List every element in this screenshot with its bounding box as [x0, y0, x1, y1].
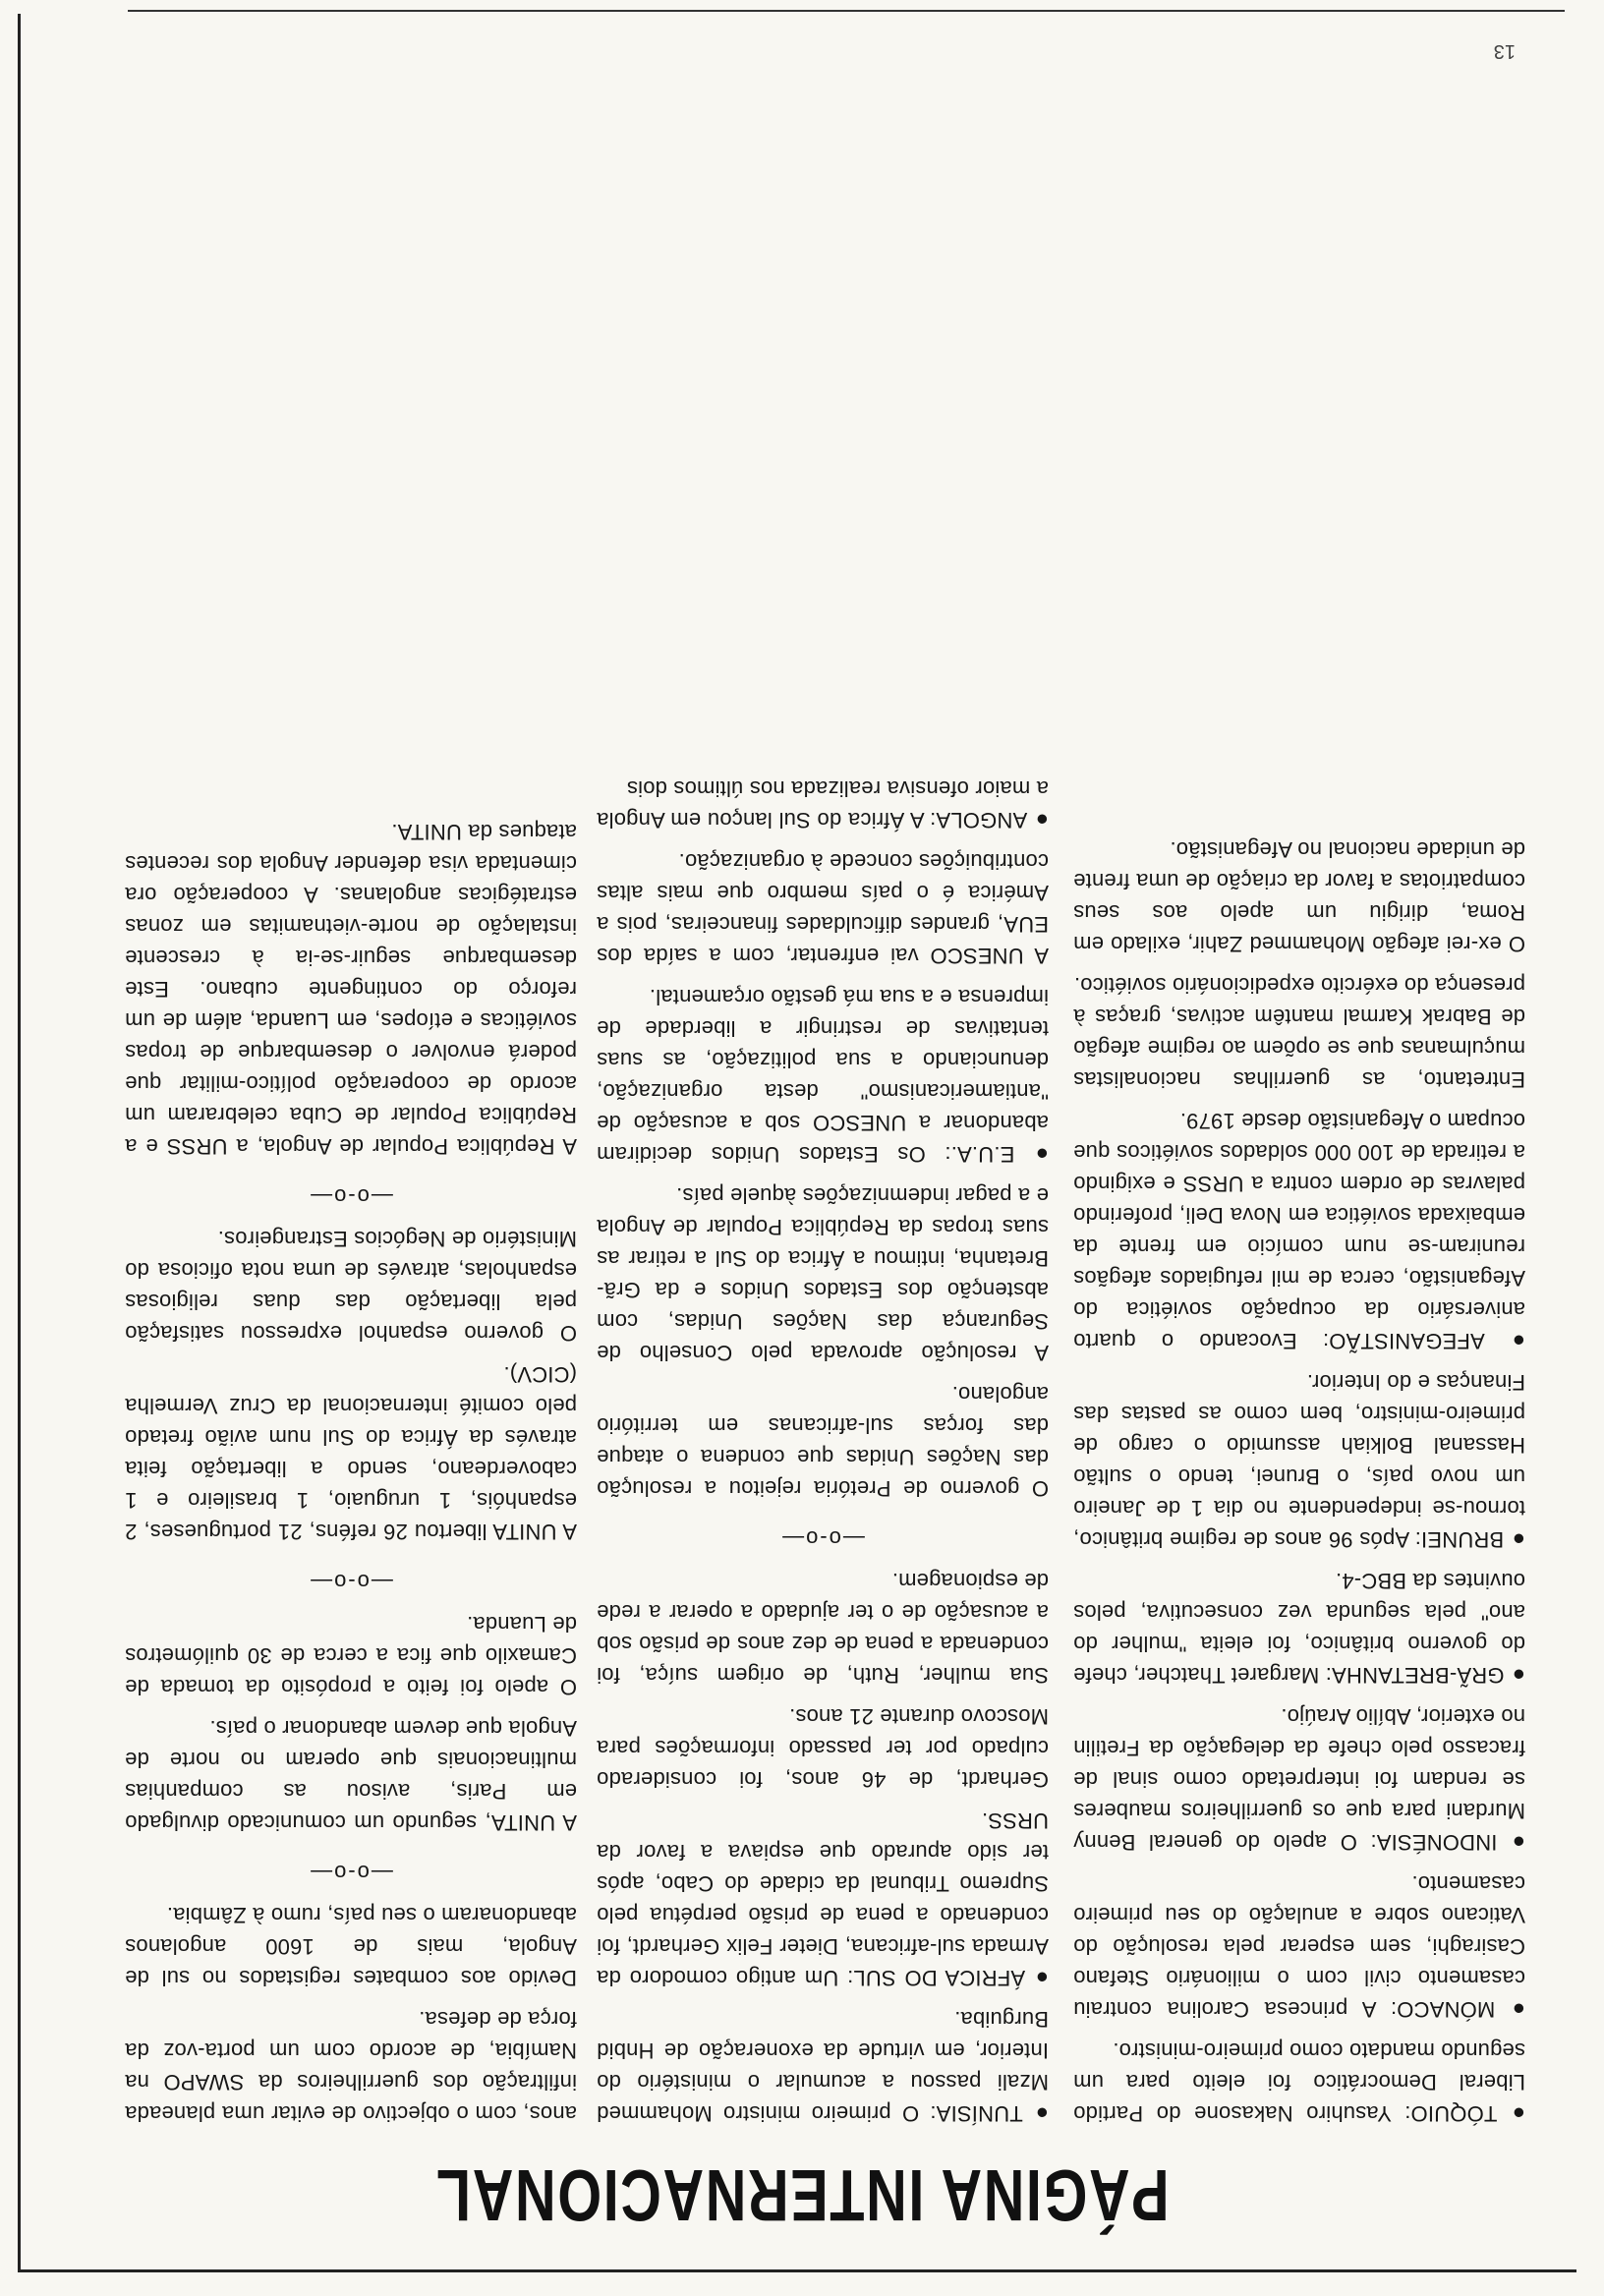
page-title: PÁGINA INTERNACIONAL — [434, 2154, 1170, 2236]
article-angola: ●ANGOLA: A África do Sul lançou em Angola a maior ofensiva realizada nos últimos dois — [597, 776, 1049, 832]
section-separator: —o-o— — [309, 1570, 393, 1594]
article-paragraph: A UNITA libertou 26 reféns, 21 portugueses, 2 espanhóis, 1 uruguaio, 1 brasileiro e 1 caboverdeano, sendo a libertação feita através da África do Sul num avião fretado pelo comité internacional da Cruz Vermelha (CICV). — [125, 1362, 577, 1544]
bullet-icon: ● — [1512, 1527, 1525, 1552]
article-tunisia: ●TUNÍSIA: O primeiro ministro Mohammed Mzali passou a acumular o ministério do Interior, em virtude da exoneração de Hnbid Burguiba. — [597, 2007, 1049, 2126]
section-separator: —o-o— — [780, 1526, 865, 1551]
bullet-icon: ● — [1035, 808, 1049, 832]
column-2 — [597, 104, 1049, 2129]
bullet-icon: ● — [1033, 1966, 1049, 1990]
article-paragraph: O governo de Pretória rejeitou a resolução das Nações Unidas que condena o ataque das forças sul-africanas em território angolano. — [597, 1382, 1049, 1501]
article-paragraph: O ex-rei afegão Mohammed Zahir, exilado em Roma, dirigiu um apelo aos seus compatriotas a favor da criação de uma frente de unidade nacional no Afeganistão. — [1073, 837, 1525, 956]
article-gra-bretanha: ●GRÃ-BRETANHA: Margaret Thatcher, chefe do governo britânico, foi eleita "mulher do ano" pela segunda vez consecutiva, pelos ouvintes da BBC-4. — [1073, 1569, 1525, 1688]
article-paragraph: A República Popular de Angola, a URSS e a República Popular de Cuba celebraram um acordo de cooperação político-militar que poderá envolver o desembarque de tropas soviéticas e etíopes, em Luanda, além de um reforço do contingente cubano. Este desembarque seguir-se-ia à crescente instalação de norte-vietnamitas em zonas estratégicas angolanas. A cooperação ora cimentada visa defender Angola dos recentes ataques da UNITA. — [125, 820, 577, 1159]
article-paragraph: anos, com o objectivo de evitar uma planeada infiltração dos guerrilheiros da SWAPO na Namíbia, de acordo com um porta-voz da força de defesa. — [125, 2007, 577, 2126]
section-separator: —o-o— — [309, 1184, 393, 1209]
article-paragraph: A resolução aprovada pelo Conselho de Segurança das Nações Unidas, com abstenção dos Estados Unidos e da Grã-Bretanha, intimou a África do Sul a retirar as suas tropas da República Popular de Angola e a pagar indemnizações àquele país. — [597, 1183, 1049, 1365]
bullet-icon: ● — [1030, 2101, 1049, 2126]
article-paragraph: Gerhardt, de 46 anos, foi considerado culpado por ter passado informações para Moscovo durante 21 anos. — [597, 1704, 1049, 1792]
bullet-icon: ● — [1503, 1997, 1525, 2022]
column-3 — [125, 104, 577, 2129]
bullet-icon: ● — [1505, 2101, 1525, 2126]
bullet-icon: ● — [1505, 1830, 1525, 1855]
article-afeganistao: ●AFEGANISTÃO: Evocando o quarto aniversário da ocupação soviética do Afeganistão, cerca de mil refugiados afegãos reuniram-se num comício em frente da embaixada soviética em Nova Deli, proferindo palavras de ordem contra a URSS e exigindo a retirada de 100 000 soldados soviéticos que ocupam o Afeganistão desde 1979. — [1073, 1109, 1525, 1353]
article-monaco: ●MÓNACO: A princesa Carolina contraiu casamento civil com o milionário Stefano Casiraghi, sem esperar pela resolução do Vaticano sobre a anulação do seu primeiro casamento. — [1073, 1871, 1525, 2022]
article-eua: ●E.U.A.: Os Estados Unidos decidiram abandonar a UNESCO sob a acusação de "antiamericanismo" desta organização, denunciando a sua politização, as suas tentativas de restringir a liberdade de imprensa e a sua má gestão orçamental. — [597, 985, 1049, 1167]
article-paragraph: Entretanto, as guerrilhas nacionalistas muçulmanas que se opõem ao regime afegão de Babrak Karmal mantêm activas, graças à presença do exército expedicionário soviético. — [1073, 973, 1525, 1092]
article-paragraph: A UNITA, segundo um comunicado divulgado em Paris, avisou as companhias multinacionais que operam no norte de Angola que devem abandonar o país. — [125, 1716, 577, 1835]
article-columns — [90, 104, 1545, 2129]
column-1 — [1073, 104, 1525, 2129]
bullet-icon: ● — [1512, 1663, 1525, 1688]
page-number: 13 — [1493, 40, 1516, 62]
article-paragraph: Sua mulher, Ruth, de origem suíça, foi condenada a pena de dez anos de prisão sob a acusação de o ter ajudado a operar a rede de espionagem. — [597, 1569, 1049, 1688]
bullet-icon: ● — [1022, 1142, 1049, 1167]
bullet-icon: ● — [1492, 1329, 1525, 1353]
top-border-rule — [18, 2269, 1576, 2272]
article-indonesia: ●INDONÉSIA: O apelo do general Benny Murdani para que os guerrilheiros mauberes se rendam foi interpretado como sinal de fracasso pelo chefe da delegação da Fretilin no exterior, Abílio Araújo. — [1073, 1704, 1525, 1855]
section-separator: —o-o— — [309, 1861, 393, 1885]
article-paragraph: Devido aos combates registados no sul de Angola, mais de 1600 angolanos abandonaram o seu país, rumo à Zâmbia. — [125, 1903, 577, 1990]
article-paragraph: A UNESCO vai enfrentar, com a saída dos EUA, grandes dificuldades financeiras, pois a América é o país membro que mais altas contribuições concede à organização. — [597, 849, 1049, 968]
article-brunei: ●BRUNEI: Após 96 anos de regime britânico, tornou-se independente no dia 1 de Janeiro um novo país, o Brunei, tendo o sultão Hassanal Bolkiah assumido o cargo de primeiro-ministro, bem como as pastas das Finanças e do Interior. — [1073, 1370, 1525, 1552]
bottom-border-rule — [128, 10, 1565, 12]
article-paragraph: O governo espanhol expressou satisfação pela libertação das duas religiosas espanholas, através de uma nota oficiosa do Ministério de Negócios Estrangeiros. — [125, 1227, 577, 1346]
article-africa-do-sul: ●ÁFRICA DO SUL: Um antigo comodoro da Armada sul-africana, Dieter Felix Gerhardt, foi condenado a pena de prisão perpétua pelo Supremo Tribunal da cidade do Cabo, após ter sido apurado que espiava a favor da URSS. — [597, 1808, 1049, 1990]
right-border-rule — [18, 14, 21, 2272]
article-toquio: ●TÓQUIO: Yasuhiro Nakasone do Partido Liberal Democrático foi eleito para um segundo mandato como primeiro-ministro. — [1073, 2038, 1525, 2126]
article-paragraph: O apelo foi feito a propósito da tomada de Camaxilo que fica a cerca de 30 quilómetros de Luanda. — [125, 1612, 577, 1699]
